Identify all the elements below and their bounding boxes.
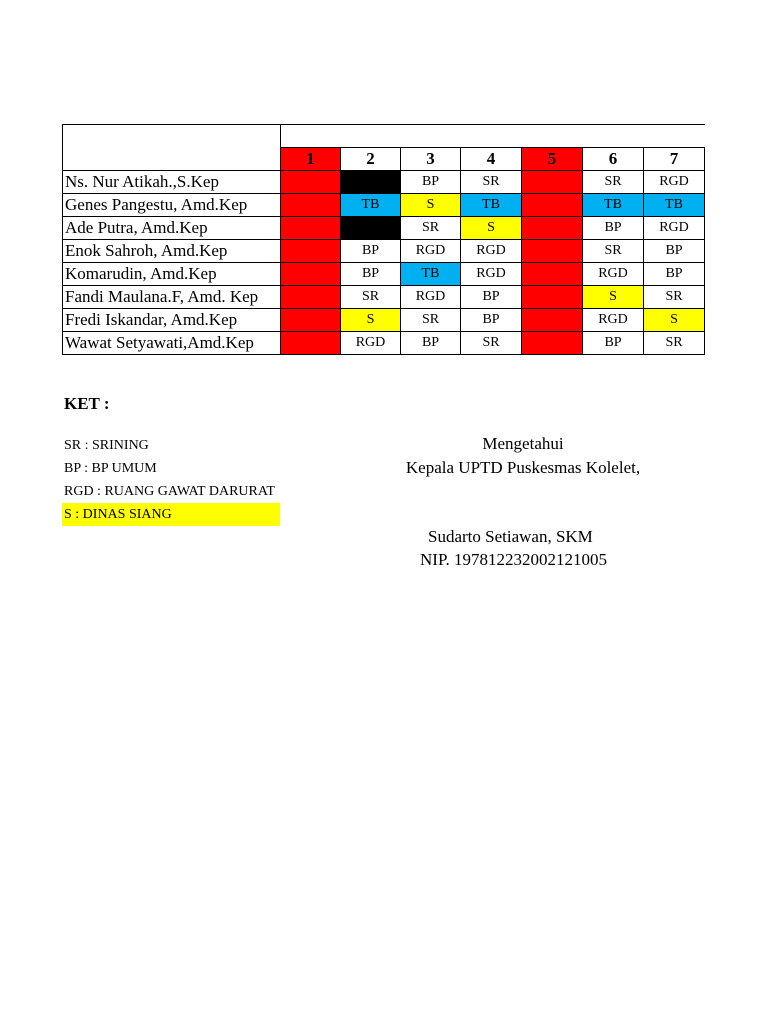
shift-cell: BP [461, 286, 522, 309]
shift-cell: SR [461, 171, 522, 194]
shift-cell [341, 217, 401, 240]
day-header-4: 4 [461, 148, 522, 171]
shift-cell: TB [583, 194, 644, 217]
legend-item: SR : SRINING [64, 438, 149, 453]
shift-cell: BP [644, 240, 705, 263]
legend-item: S : DINAS SIANG [62, 503, 280, 526]
legend-item: BP : BP UMUM [64, 461, 157, 476]
staff-name: Fredi Iskandar, Amd.Kep [63, 309, 281, 332]
shift-cell: BP [461, 309, 522, 332]
name-header-cell [63, 125, 281, 171]
table-row [63, 309, 705, 332]
staff-name: Ade Putra, Amd.Kep [63, 217, 281, 240]
shift-cell [281, 309, 341, 332]
legend-title: KET : [64, 394, 110, 413]
signature-acknowledged: Mengetahui [482, 434, 564, 453]
signature-nip: NIP. 197812232002121005 [420, 550, 608, 569]
shift-cell [281, 286, 341, 309]
period-header-cell [281, 125, 705, 148]
legend-item: RGD : RUANG GAWAT DARURAT [64, 484, 275, 499]
shift-cell: BP [341, 240, 401, 263]
signature-position: Kepala UPTD Puskesmas Kolelet, [405, 458, 641, 477]
shift-cell [522, 217, 583, 240]
staff-name: Enok Sahroh, Amd.Kep [63, 240, 281, 263]
table-row [63, 217, 705, 240]
shift-cell [522, 332, 583, 355]
shift-cell: SR [461, 332, 522, 355]
shift-cell [281, 171, 341, 194]
shift-cell: RGD [583, 309, 644, 332]
shift-cell: BP [583, 332, 644, 355]
shift-cell: BP [341, 263, 401, 286]
shift-cell: SR [644, 332, 705, 355]
table-top-row [63, 125, 705, 148]
shift-cell: SR [583, 240, 644, 263]
shift-cell [522, 194, 583, 217]
staff-name: Komarudin, Amd.Kep [63, 263, 281, 286]
day-header-7: 7 [644, 148, 705, 171]
staff-name: Wawat Setyawati,Amd.Kep [63, 332, 281, 355]
shift-cell: S [341, 309, 401, 332]
shift-cell: RGD [644, 171, 705, 194]
shift-cell [281, 194, 341, 217]
shift-cell: RGD [583, 263, 644, 286]
shift-cell: SR [401, 309, 461, 332]
shift-cell: RGD [401, 286, 461, 309]
day-header-2: 2 [341, 148, 401, 171]
shift-cell: S [583, 286, 644, 309]
staff-name: Fandi Maulana.F, Amd. Kep [63, 286, 281, 309]
shift-cell: BP [401, 171, 461, 194]
shift-cell: TB [401, 263, 461, 286]
shift-cell: BP [401, 332, 461, 355]
shift-cell: RGD [401, 240, 461, 263]
shift-cell: S [401, 194, 461, 217]
shift-cell: SR [341, 286, 401, 309]
table-row [63, 194, 705, 217]
shift-cell [281, 217, 341, 240]
shift-cell: BP [644, 263, 705, 286]
shift-cell: BP [583, 217, 644, 240]
staff-name: Ns. Nur Atikah.,S.Kep [63, 171, 281, 194]
shift-cell: RGD [461, 263, 522, 286]
day-header-6: 6 [583, 148, 644, 171]
duty-schedule-table [62, 124, 705, 355]
table-row [63, 332, 705, 355]
shift-cell: TB [644, 194, 705, 217]
signature-name: Sudarto Setiawan, SKM [428, 527, 593, 546]
day-header-3: 3 [401, 148, 461, 171]
shift-cell [281, 240, 341, 263]
shift-cell [522, 171, 583, 194]
table-row [63, 171, 705, 194]
shift-cell: RGD [341, 332, 401, 355]
shift-cell: SR [401, 217, 461, 240]
shift-cell: S [461, 217, 522, 240]
shift-cell: RGD [461, 240, 522, 263]
shift-cell: S [644, 309, 705, 332]
shift-cell [522, 240, 583, 263]
shift-cell [522, 309, 583, 332]
shift-cell: SR [644, 286, 705, 309]
table-row [63, 240, 705, 263]
table-row [63, 286, 705, 309]
day-header-1: 1 [281, 148, 341, 171]
legend-list [62, 434, 280, 526]
shift-cell [522, 286, 583, 309]
staff-name: Genes Pangestu, Amd.Kep [63, 194, 281, 217]
shift-cell: SR [583, 171, 644, 194]
shift-cell: TB [341, 194, 401, 217]
shift-cell: RGD [644, 217, 705, 240]
day-header-5: 5 [522, 148, 583, 171]
table-row [63, 263, 705, 286]
shift-cell [341, 171, 401, 194]
shift-cell [522, 263, 583, 286]
shift-cell: TB [461, 194, 522, 217]
shift-cell [281, 332, 341, 355]
shift-cell [281, 263, 341, 286]
